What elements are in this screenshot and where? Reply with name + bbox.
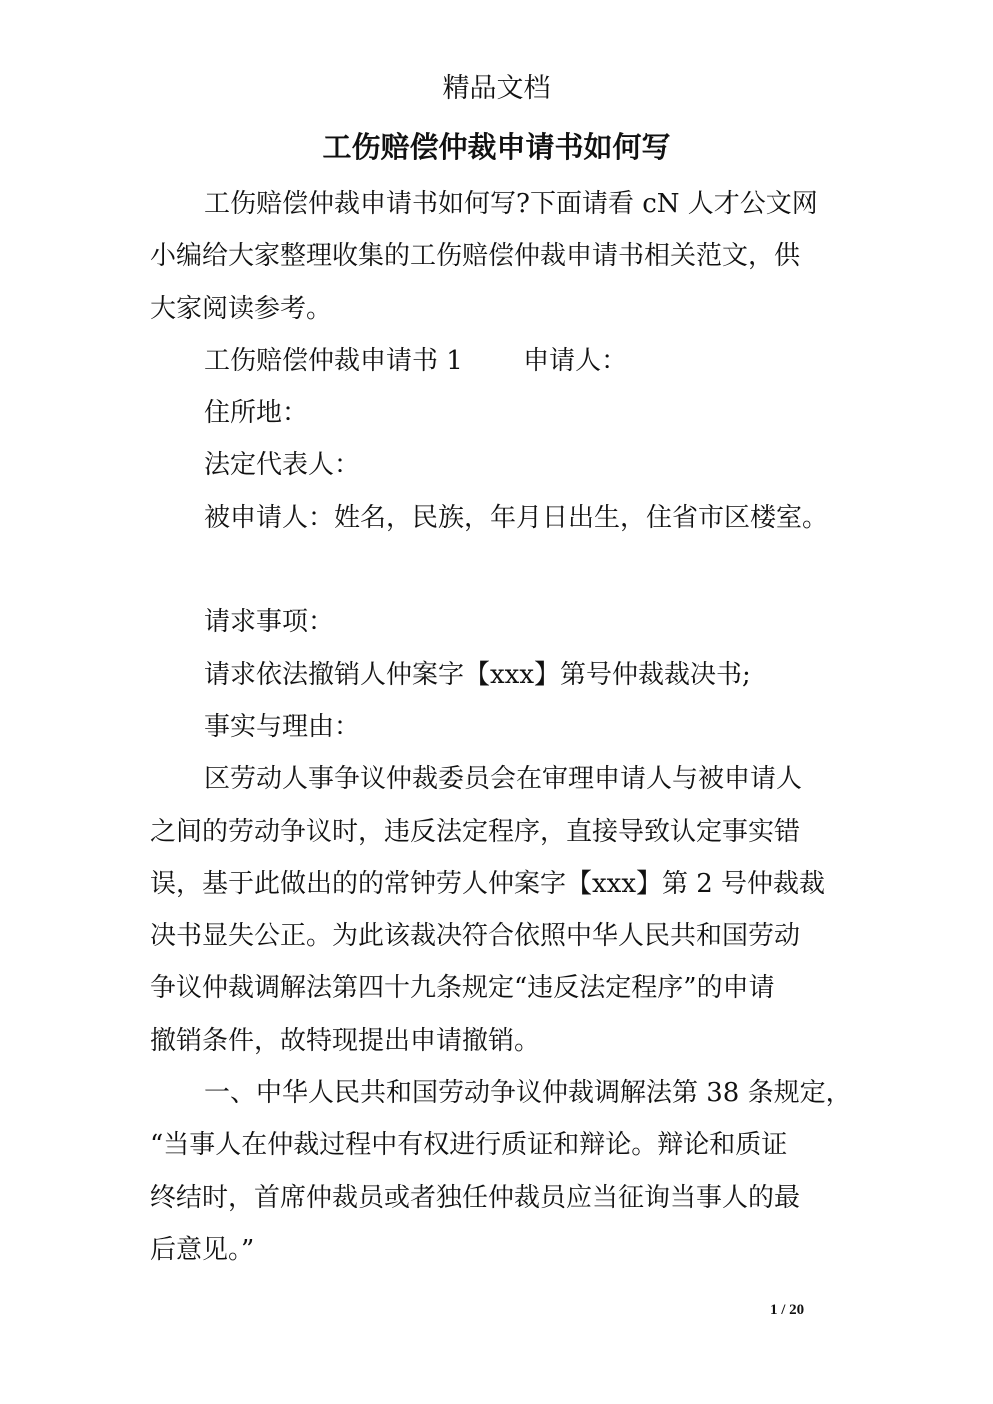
line: 终结时，首席仲裁员或者独任仲裁员应当征询当事人的最	[150, 1182, 801, 1213]
paragraph-article-38	[150, 1067, 852, 1276]
line: 撤销条件，故特现提出申请撤销。	[150, 1025, 541, 1056]
page-number: 1 / 20	[770, 1302, 805, 1318]
line: 大家阅读参考。	[150, 293, 333, 324]
paragraph-intro	[150, 178, 830, 335]
document-body	[150, 178, 852, 1276]
paragraph-respondent	[150, 492, 830, 544]
document-title: 工伤赔偿仲裁申请书如何写	[322, 130, 671, 164]
line: 之间的劳动争议时，违反法定程序，直接导致认定事实错	[150, 816, 801, 847]
line: 工伤赔偿仲裁申请书如何写?下面请看 cN 人才公文网	[204, 189, 818, 219]
paragraph-address	[150, 387, 830, 439]
line: 决书显失公正。为此该裁决符合依照中华人民共和国劳动	[150, 921, 801, 952]
paragraph-applicant	[150, 335, 830, 387]
paragraph-legal-representative	[150, 439, 830, 491]
line: 住所地：	[204, 398, 309, 429]
line: 事实与理由：	[204, 711, 361, 742]
line: 被申请人：姓名，民族，年月日出生，住省市区楼室。	[204, 502, 829, 533]
line: 区劳动人事争议仲裁委员会在审理申请人与被申请人	[204, 764, 803, 795]
line: 小编给大家整理收集的工伤赔偿仲裁申请书相关范文，供	[150, 241, 801, 272]
blank-line	[150, 544, 830, 596]
line: 误，基于此做出的的常钟劳人仲案字【xxx】第 2 号仲裁裁	[150, 868, 826, 899]
line: 法定代表人：	[204, 450, 361, 481]
line: “当事人在仲裁过程中有权进行质证和辩论。辩论和质证	[150, 1130, 788, 1161]
line: 工伤赔偿仲裁申请书 1 申请人：	[204, 345, 628, 376]
paragraph-facts	[150, 753, 830, 1067]
line: 争议仲裁调解法第四十九条规定“违反法定程序”的申请	[150, 973, 775, 1004]
page-header: 精品文档	[442, 73, 551, 104]
paragraph-claim	[150, 649, 830, 701]
line: 一、中华人民共和国劳动争议仲裁调解法第 38 条规定，	[204, 1078, 852, 1109]
line: 后意见。”	[150, 1234, 255, 1265]
paragraph-claims-heading	[150, 596, 830, 648]
line: 请求依法撤销人仲案字【xxx】第号仲裁裁决书;	[204, 659, 751, 690]
line: 请求事项：	[204, 607, 335, 638]
paragraph-facts-heading	[150, 701, 830, 753]
